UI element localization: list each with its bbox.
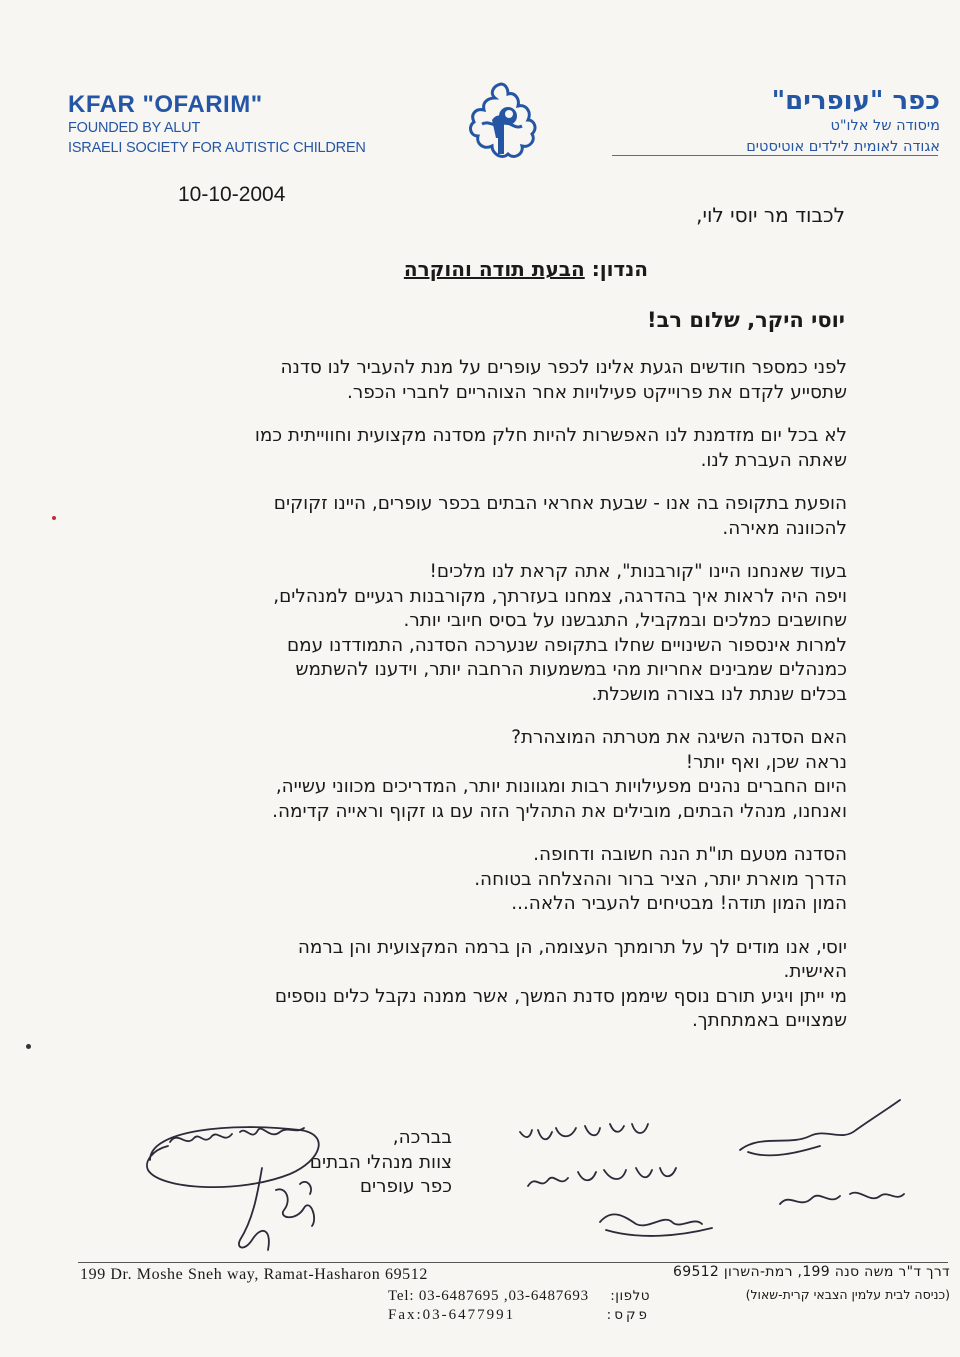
signature-left-oval: [147, 1127, 319, 1187]
closing-regards: בברכה,: [392, 1127, 452, 1148]
signature-bottom-left: [239, 1168, 314, 1250]
body-line: להכוונה מאירה.: [722, 517, 847, 539]
org-name-hebrew: כפר "עופרים": [771, 86, 940, 116]
footer-phone: Tel: 03-6487695 ,03-6487693: [388, 1288, 589, 1304]
body-line: כמנהלים שמבינים אחריות מהי במשמעות הרחבה יותר, וידענו להשתמש: [295, 659, 847, 680]
body-line: ואנחנו, מנהלי הבתים, מובילים את התהליך הזה עם גו זקוף וראייה קדימה.: [272, 800, 847, 822]
body-line: שתסייע לקדם את פרוייקט פעילויות אחר הצוהריים לחברי הכפר.: [346, 381, 847, 403]
footer-address-english: 199 Dr. Moshe Sneh way, Ramat-Hasharon 69512: [80, 1266, 428, 1283]
body-line: האישית.: [783, 961, 847, 982]
body-line: מי ייתן ויגיע תורם נוסף שיממן סדנת המשך, אשר ממנה נקבל כלים נוספים: [274, 985, 847, 1007]
body-line: שחושבים כמלכים ובמקביל, התגבשנו על בסיס חיובי יותר.: [403, 610, 847, 631]
body-line: המון המון תודה! מבטיחים להעביר הלאה...: [511, 893, 847, 914]
subject-label: הנדון:: [591, 257, 648, 281]
body-line: האם הסדנה השיגה את מטרתה המוצהרת?: [511, 727, 847, 748]
body-line: שאתה העברת לנו.: [700, 449, 847, 471]
signature-right-low: [780, 1193, 904, 1204]
footer-entrance-note: (כניסה לבית עלמין הצבאי קרית-שאול): [745, 1287, 950, 1302]
letter-body: [102, 356, 847, 1034]
letterhead-hebrew: [610, 86, 940, 158]
body-line: שמצויים באמתחתך.: [691, 1010, 847, 1031]
footer-divider: [78, 1262, 948, 1263]
ofarim-logo-icon: [462, 80, 540, 164]
body-line: לא בכל יום מזדמנת לנו האפשרות להיות חלק מסדנה מקצועית וחווייתית כמו: [254, 425, 847, 446]
signature-center-low: [600, 1214, 712, 1236]
header-divider: [612, 155, 938, 156]
society-line: ISRAELI SOCIETY FOR AUTISTIC CHILDREN: [68, 140, 366, 156]
body-line: נראה שכן, ואף יותר!: [685, 751, 847, 773]
org-name-english: KFAR "OFARIM": [68, 91, 263, 118]
signature-left-scribble: [170, 1128, 304, 1142]
body-line: הסדנה מטעם תו"ת הנה חשובה ודחופה.: [533, 844, 847, 865]
signature-center-top: [520, 1124, 648, 1139]
body-line: היום החברים נהנים מפעילויות רבות ומגוונות יותר, המדריכים מכווני עשייה,: [275, 776, 847, 797]
founded-line: FOUNDED BY ALUT: [68, 120, 201, 136]
body-line: הדרך מוארת יותר, הציר ברור וההצלחה בטוחה.: [474, 868, 847, 890]
subject-line: [404, 257, 648, 281]
founded-line-hebrew: מיסודה של אלו"ט: [830, 118, 940, 134]
body-line: למרות אינספור השינויים שחלו בתקופה שנערכה הסדנה, התמודדנו עמם: [286, 634, 847, 656]
letter-date: 10-10-2004: [178, 183, 286, 206]
society-line-hebrew: אגודה לאומית לילדים אוטיסטים: [746, 139, 940, 155]
scan-speck: [26, 1044, 31, 1049]
scan-speck: [52, 516, 56, 520]
footer-fax-label-hebrew: פקס:: [606, 1307, 650, 1323]
body-line: בכלים שנתת לנו בצורה מושכלת.: [591, 683, 847, 705]
signature-right-top: [740, 1100, 900, 1155]
body-line: הופעת בתקופה בה אנו - שבעת אחראי הבתים בכפר עופרים, היינו זקוקים: [273, 493, 847, 514]
subject-text: הבעת תודה והוקרה: [403, 257, 585, 281]
recipient-line: לכבוד מר יוסי לוי,: [696, 203, 845, 227]
footer-phone-label-hebrew: טלפון:: [610, 1288, 650, 1304]
body-line: לפני כמספר חודשים הגעת אלינו לכפר עופרים על מנת להעביר לנו סדנה: [280, 357, 847, 378]
body-line: ויפה היה לראות איך בהדרגה, צמחנו בעזרתך, מקורבנות רגעיים למנהלים,: [273, 585, 847, 607]
footer-address-hebrew: דרך ד"ר משה סנה 199, רמת-השרון 69512: [673, 1264, 950, 1280]
body-line: יוסי, אנו מודים לך על תרומתך העצומה, הן ברמה המקצועית והן ברמה: [297, 936, 847, 958]
handwritten-signatures: [0, 1090, 960, 1280]
body-line: בעוד שאנחנו היינו "קורבנות", אתה קראת לנו מלכים!: [429, 561, 847, 582]
closing-team: צוות מנהלי הבתים: [309, 1151, 452, 1173]
footer-fax: Fax:03-6477991: [388, 1307, 516, 1323]
letterhead-english: [68, 92, 388, 158]
signature-center-mid: [528, 1168, 676, 1186]
closing-org: כפר עופרים: [359, 1176, 452, 1197]
greeting-line: יוסי היקר, שלום רב!: [647, 308, 845, 332]
